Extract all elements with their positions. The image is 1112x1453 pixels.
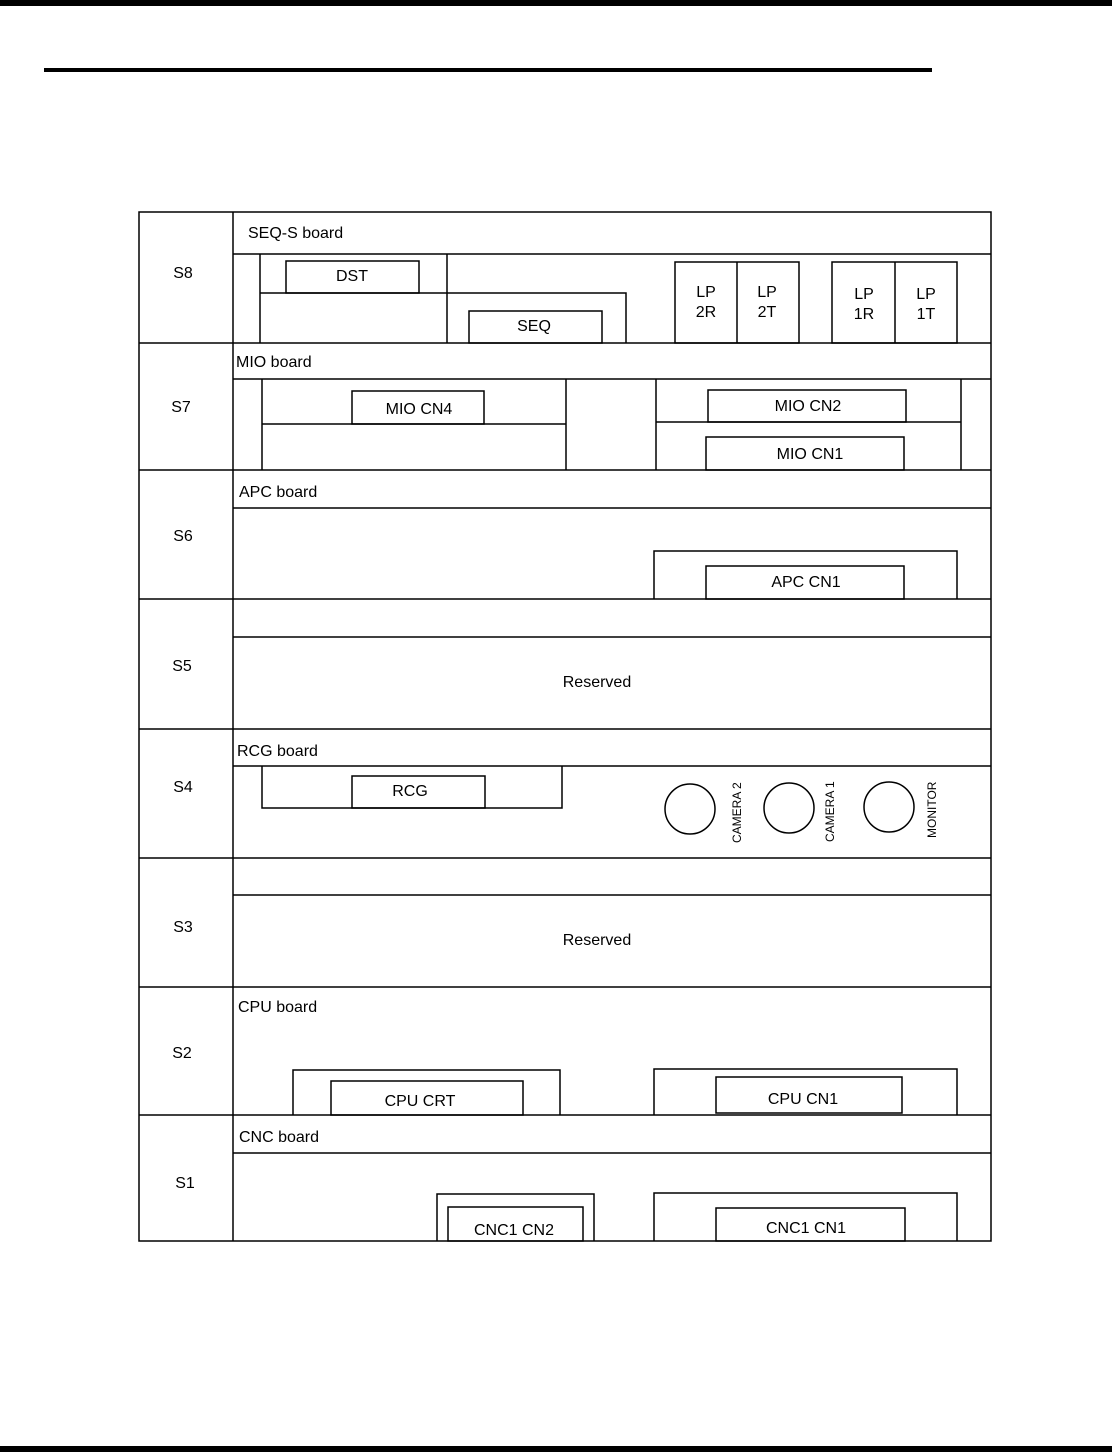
reserved-label-s3: Reserved [562,932,632,949]
cnc1-cn1-label: CNC1 CN1 [765,1220,847,1237]
board-name-s8: SEQ-S board [248,225,344,242]
reserved-label-s5: Reserved [562,674,632,691]
slot-id-s3: S3 [173,919,193,936]
slot-id-s5: S5 [172,658,192,675]
lp2r-label-bottom: 2R [695,304,717,321]
lp1r-label-top: LP [854,286,874,303]
slot-id-s1: S1 [175,1175,195,1192]
slot-id-s8: S8 [173,265,193,282]
lp1r-label-bottom: 1R [853,306,875,323]
board-name-s6: APC board [239,484,318,501]
seq-label: SEQ [517,318,551,335]
monitor-label: MONITOR [925,781,939,838]
board-name-s1: CNC board [239,1129,320,1146]
camera-1-label: CAMERA 1 [823,781,837,842]
cnc1-cn2-label: CNC1 CN2 [473,1222,555,1239]
lp2r-label-top: LP [696,284,716,301]
rcg-label: RCG [392,783,428,800]
lp1t-label-top: LP [916,286,936,303]
mio-cn2-label: MIO CN2 [774,398,842,415]
monitor-port [864,782,914,832]
cpu-crt-label: CPU CRT [384,1093,456,1110]
cpu-cn1-label: CPU CN1 [767,1091,839,1108]
board-name-s2: CPU board [238,999,318,1016]
camera-2-port [665,784,715,834]
apc-cn1-label: APC CN1 [771,574,841,591]
slot-id-s2: S2 [172,1045,192,1062]
camera-1-port [764,783,814,833]
camera-2-label: CAMERA 2 [730,782,744,843]
dst-label: DST [336,268,368,285]
mio-cn4-label: MIO CN4 [385,401,453,418]
slot-id-s4: S4 [173,779,193,796]
mio-cn1-label: MIO CN1 [776,446,844,463]
board-name-s4: RCG board [237,743,318,760]
board-name-s7: MIO board [236,354,312,371]
lp2t-label-bottom: 2T [757,304,777,321]
lp2t-label-top: LP [757,284,777,301]
lp1t-label-bottom: 1T [916,306,936,323]
slot-id-s7: S7 [171,399,191,416]
slot-id-s6: S6 [173,528,193,545]
